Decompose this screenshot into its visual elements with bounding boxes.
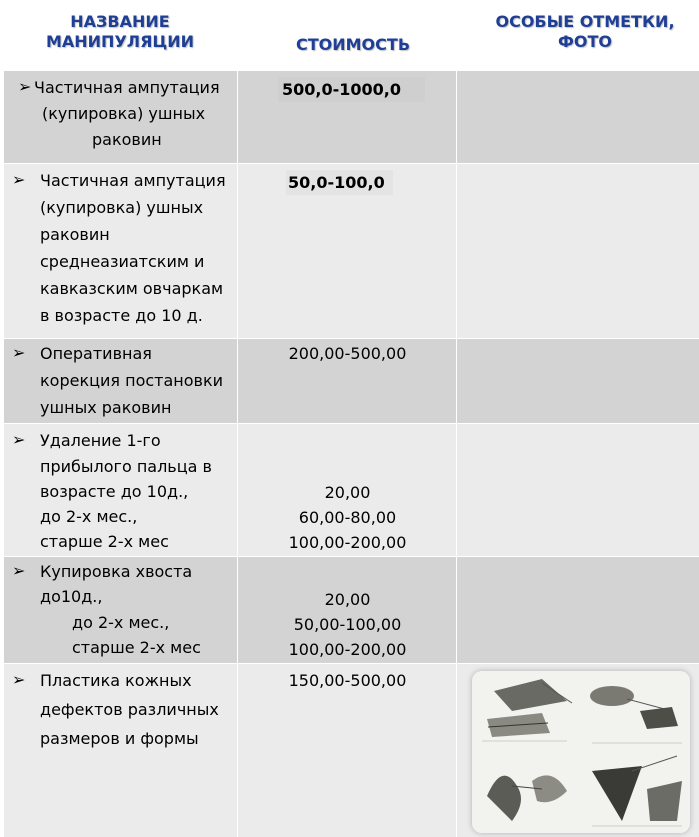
arrow-bullet-icon: ➢ [12,170,26,189]
notes-cell [456,424,699,556]
name-line: старше 2-х мес [40,532,169,551]
arrow-bullet-icon: ➢ [12,670,26,689]
price-cell [237,424,456,556]
price-line: 60,00-80,00 [298,508,397,527]
name-cell [4,71,237,163]
header-notes-column [470,12,699,52]
price-cell [237,339,456,423]
table-row [4,423,699,556]
header-name-column [20,12,220,52]
table-header [0,0,699,70]
surgery-illustration-photo [472,671,690,833]
arrow-bullet-icon: ➢ [12,343,26,362]
table-row [4,70,699,163]
price-cell [237,71,456,163]
notes-cell [456,557,699,663]
price-line: 20,00 [324,483,371,502]
price-line: 500,0-1000,0 [278,77,425,102]
price-line: 50,00-100,00 [293,615,402,634]
notes-cell [456,71,699,163]
name-line: среднеазиатским и [40,252,205,271]
table-row [4,556,699,663]
name-line: кавказским овчаркам [40,279,224,298]
price-cell [237,664,456,837]
name-line: Частичная ампутация [34,78,220,97]
name-line: до10д., [40,587,103,606]
name-line: раковин [92,130,162,149]
arrow-bullet-icon: ➢ [12,430,26,449]
name-line: корекция постановки [40,371,224,390]
header-notes-line: ФОТО [558,32,612,51]
name-cell [4,424,237,556]
header-price-column: СТОИМОСТЬ [295,35,411,54]
price-line: 100,00-200,00 [288,640,407,659]
header-name-line: МАНИПУЛЯЦИИ [45,32,195,51]
price-cell [237,164,456,338]
name-line: дефектов различных [40,700,219,719]
name-cell [4,164,237,338]
name-line: до 2-х мес., [40,507,138,526]
name-line: старше 2-х мес [72,638,201,657]
arrow-bullet-icon: ➢ [18,77,32,96]
name-line: возрасте до 10д., [40,482,189,501]
price-line: 150,00-500,00 [288,671,407,690]
name-line: размеров и формы [40,729,199,748]
name-cell [4,664,237,837]
header-notes-line: ОСОБЫЕ ОТМЕТКИ, [495,12,675,31]
notes-cell [456,339,699,423]
name-line: Оперативная [40,344,152,363]
name-line: в возрасте до 10 д. [40,306,203,325]
name-line: Частичная ампутация [40,171,226,190]
price-line: 100,00-200,00 [288,533,407,552]
price-line: 50,0-100,0 [286,170,393,195]
name-line: Купировка хвоста [40,562,193,581]
arrow-bullet-icon: ➢ [12,561,26,580]
name-line: до 2-х мес., [72,613,170,632]
price-cell [237,557,456,663]
price-line: 200,00-500,00 [288,344,407,363]
name-line: (купировка) ушных [42,104,206,123]
name-line: раковин [40,225,110,244]
notes-cell [456,164,699,338]
header-name-line: НАЗВАНИЕ [70,12,170,31]
name-cell [4,557,237,663]
table-row [4,338,699,423]
name-line: (купировка) ушных [40,198,204,217]
name-cell [4,339,237,423]
table-row [4,163,699,338]
illustration-drawings [472,671,690,833]
name-line: Пластика кожных [40,671,192,690]
name-line: Удаление 1-го [40,431,161,450]
name-line: прибылого пальца в [40,457,212,476]
price-line: 20,00 [324,590,371,609]
name-line: ушных раковин [40,398,172,417]
